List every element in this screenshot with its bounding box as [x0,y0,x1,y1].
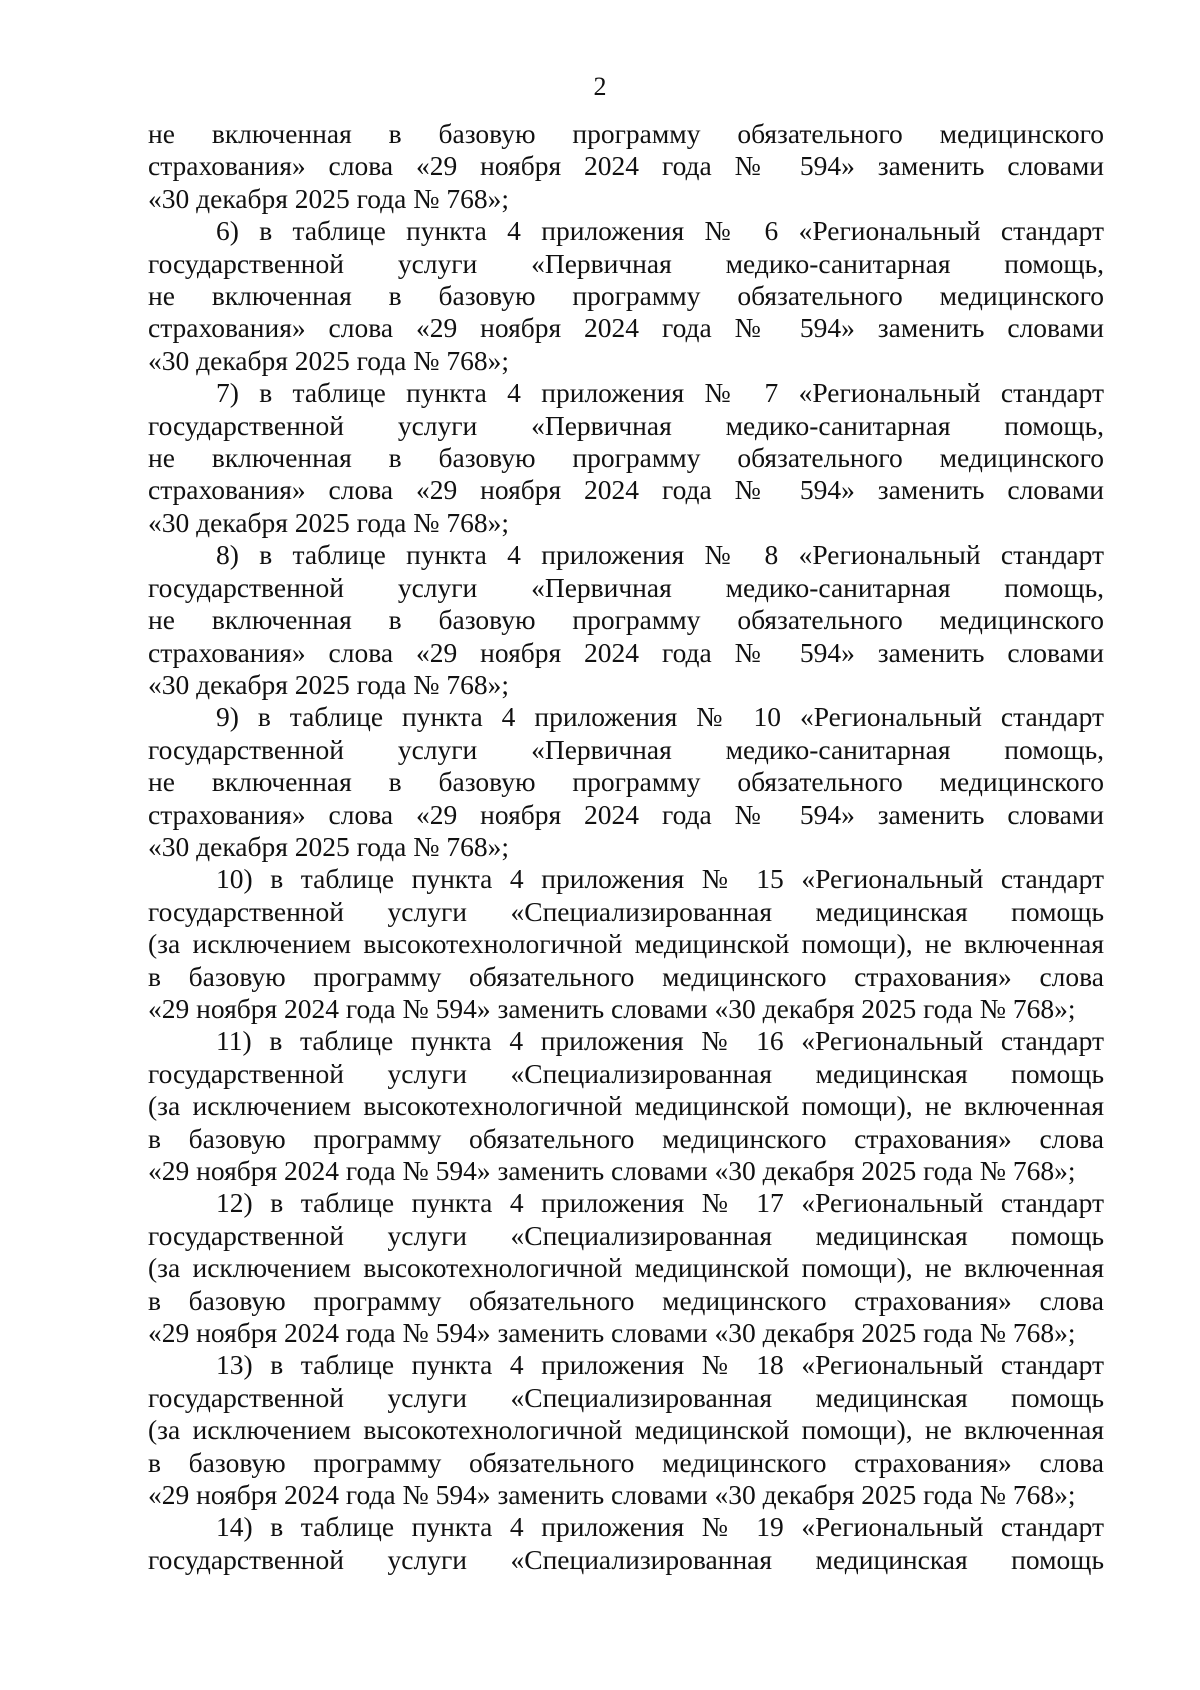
list-item-13 [148,1349,1104,1511]
text-line: государственной услуги «Первичная медико-санитарная помощь, [148,733,1104,765]
text-line: в базовую программу обязательного медицинского страхования» слова [148,1284,1104,1316]
text-line: государственной услуги «Специализированная медицинская помощь [148,1057,1104,1089]
text-line: 9) в таблице пункта 4 приложения № 10 «Региональный стандарт [216,701,1104,733]
text-line: 13) в таблице пункта 4 приложения № 18 «Региональный стандарт [216,1349,1104,1381]
text-line: 7) в таблице пункта 4 приложения № 7 «Региональный стандарт [216,377,1104,409]
text-line: «30 декабря 2025 года № 768»; [148,506,509,538]
list-item-12 [148,1187,1104,1349]
page-number: 2 [593,72,607,101]
text-line: в базовую программу обязательного медицинского страхования» слова [148,1122,1104,1154]
text-line: государственной услуги «Специализированная медицинская помощь [148,895,1104,927]
text-line: «30 декабря 2025 года № 768»; [148,668,509,700]
paragraph-continuation [148,118,1104,215]
text-line: страхования» слова «29 ноября 2024 года № 594» заменить словами [148,312,1104,344]
text-line: государственной услуги «Первичная медико-санитарная помощь, [148,571,1104,603]
text-line: «29 ноября 2024 года № 594» заменить словами «30 декабря 2025 года № 768»; [148,992,1076,1024]
text-line: государственной услуги «Первичная медико-санитарная помощь, [148,409,1104,441]
text-line: «30 декабря 2025 года № 768»; [148,344,509,376]
list-item-6 [148,215,1104,377]
text-line: не включенная в базовую программу обязательного медицинского [148,604,1104,636]
text-line: «30 декабря 2025 года № 768»; [148,182,509,214]
list-item-14 [148,1511,1104,1576]
text-line: (за исключением высокотехнологичной медицинской помощи), не включенная [148,1090,1104,1122]
text-line: не включенная в базовую программу обязательного медицинского [148,280,1104,312]
text-line: 11) в таблице пункта 4 приложения № 16 «Региональный стандарт [216,1025,1104,1057]
text-line: 6) в таблице пункта 4 приложения № 6 «Региональный стандарт [216,215,1104,247]
text-line: «29 ноября 2024 года № 594» заменить словами «30 декабря 2025 года № 768»; [148,1155,1076,1186]
list-item-11 [148,1025,1104,1187]
list-item-7 [148,377,1104,539]
text-line: не включенная в базовую программу обязательного медицинского [148,766,1104,798]
text-line: страхования» слова «29 ноября 2024 года № 594» заменить словами [148,150,1104,182]
text-line: страхования» слова «29 ноября 2024 года № 594» заменить словами [148,474,1104,506]
text-line: государственной услуги «Специализированная медицинская помощь [148,1381,1104,1413]
text-line: не включенная в базовую программу обязательного медицинского [148,118,1104,149]
text-line: страхования» слова «29 ноября 2024 года № 594» заменить словами [148,636,1104,668]
document-body [148,118,1104,1576]
text-line: в базовую программу обязательного медицинского страхования» слова [148,960,1104,992]
text-line: в базовую программу обязательного медицинского страхования» слова [148,1446,1104,1478]
list-item-8 [148,539,1104,701]
text-line: 8) в таблице пункта 4 приложения № 8 «Региональный стандарт [216,539,1104,571]
text-line: 12) в таблице пункта 4 приложения № 17 «Региональный стандарт [216,1187,1104,1219]
text-line: (за исключением высокотехнологичной медицинской помощи), не включенная [148,1252,1104,1284]
text-line: государственной услуги «Специализированная медицинская помощь [148,1219,1104,1251]
text-line: государственной услуги «Первичная медико-санитарная помощь, [148,247,1104,279]
text-line: (за исключением высокотехнологичной медицинской помощи), не включенная [148,1414,1104,1446]
text-line: «29 ноября 2024 года № 594» заменить словами «30 декабря 2025 года № 768»; [148,1317,1076,1349]
text-line: «29 ноября 2024 года № 594» заменить словами «30 декабря 2025 года № 768»; [148,1479,1076,1511]
text-line: (за исключением высокотехнологичной медицинской помощи), не включенная [148,928,1104,960]
list-item-10 [148,863,1104,1025]
text-line: государственной услуги «Специализированная медицинская помощь [148,1543,1104,1575]
list-item-9 [148,701,1104,863]
text-line: 14) в таблице пункта 4 приложения № 19 «Региональный стандарт [216,1511,1104,1543]
text-line: страхования» слова «29 ноября 2024 года № 594» заменить словами [148,798,1104,830]
text-line: не включенная в базовую программу обязательного медицинского [148,442,1104,474]
text-line: «30 декабря 2025 года № 768»; [148,830,509,862]
text-line: 10) в таблице пункта 4 приложения № 15 «Региональный стандарт [216,863,1104,895]
